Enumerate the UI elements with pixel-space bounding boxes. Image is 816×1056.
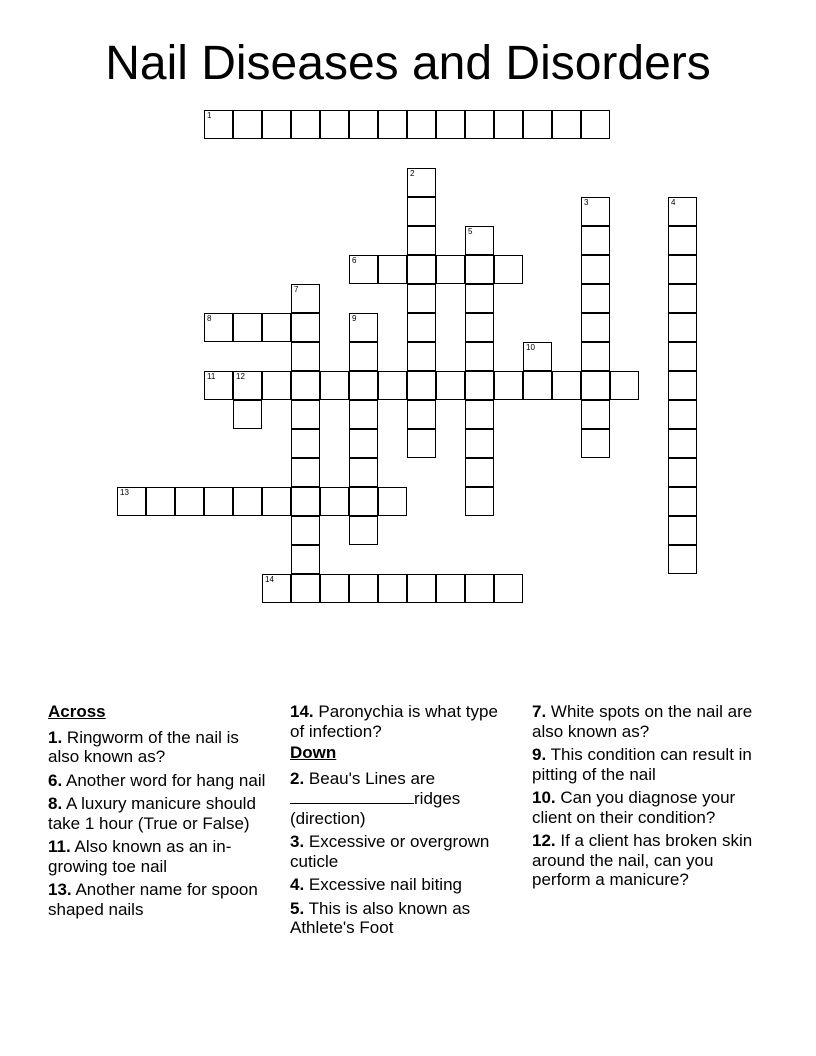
grid-cell[interactable]	[291, 284, 320, 313]
grid-cell[interactable]	[320, 371, 349, 400]
grid-cell[interactable]	[407, 342, 436, 371]
clue-down-9	[532, 745, 764, 784]
grid-cell[interactable]	[291, 110, 320, 139]
grid-cell[interactable]	[581, 197, 610, 226]
grid-cell[interactable]	[465, 429, 494, 458]
cell-number: 4	[671, 198, 676, 207]
clue-text: Paronychia is what type of infection?	[290, 702, 498, 741]
clue-across-8	[48, 794, 273, 833]
grid-cell[interactable]	[465, 487, 494, 516]
grid-cell[interactable]	[436, 110, 465, 139]
grid-cell[interactable]	[291, 429, 320, 458]
clue-text: This is also known as Athlete's Foot	[290, 898, 471, 937]
grid-cell[interactable]	[494, 371, 523, 400]
grid-cell[interactable]	[465, 255, 494, 284]
grid-cell[interactable]	[407, 574, 436, 603]
clue-number: 5.	[290, 898, 305, 918]
grid-cell[interactable]	[523, 110, 552, 139]
clue-text: Also known as an in-growing toe nail	[48, 837, 232, 876]
grid-cell[interactable]	[378, 574, 407, 603]
grid-cell[interactable]	[465, 400, 494, 429]
grid-cell[interactable]	[349, 487, 378, 516]
page-title: Nail Diseases and Disorders	[105, 37, 711, 90]
grid-cell[interactable]	[668, 516, 697, 545]
clue-down-5	[290, 899, 515, 938]
grid-cell[interactable]	[233, 313, 262, 342]
grid-cell[interactable]	[581, 255, 610, 284]
grid-cell[interactable]	[668, 342, 697, 371]
clue-down-3	[290, 832, 515, 871]
grid-cell[interactable]	[465, 342, 494, 371]
grid-cell[interactable]	[204, 487, 233, 516]
grid-cell[interactable]	[262, 110, 291, 139]
grid-cell[interactable]	[581, 371, 610, 400]
clue-text: Beau's Lines are	[308, 768, 436, 788]
grid-cell[interactable]	[378, 255, 407, 284]
grid-cell[interactable]	[349, 110, 378, 139]
clue-across-11	[48, 837, 273, 876]
grid-cell[interactable]	[175, 487, 204, 516]
grid-cell[interactable]	[436, 574, 465, 603]
grid-cell[interactable]	[407, 284, 436, 313]
grid-cell[interactable]	[552, 110, 581, 139]
grid-cell[interactable]	[291, 545, 320, 574]
clue-down-7	[532, 702, 764, 741]
grid-cell[interactable]	[465, 574, 494, 603]
clue-number: 9.	[532, 745, 547, 764]
cell-number: 10	[526, 343, 535, 352]
grid-cell[interactable]	[523, 371, 552, 400]
clue-across-1	[48, 728, 273, 767]
clue-number: 13.	[48, 880, 72, 899]
grid-cell[interactable]	[465, 110, 494, 139]
clue-number: 12.	[532, 831, 556, 850]
grid-cell[interactable]	[378, 110, 407, 139]
grid-cell[interactable]	[407, 400, 436, 429]
cell-number: 5	[468, 227, 473, 236]
grid-cell[interactable]	[349, 574, 378, 603]
grid-cell[interactable]	[349, 255, 378, 284]
grid-cell[interactable]	[349, 400, 378, 429]
grid-cell[interactable]	[204, 371, 233, 400]
clue-text: Ringworm of the nail is also known as?	[48, 727, 239, 766]
grid-cell[interactable]	[378, 371, 407, 400]
clue-number: 4.	[290, 875, 305, 894]
grid-cell[interactable]	[349, 342, 378, 371]
clue-text: Another name for spoon shaped nails	[48, 880, 258, 919]
clues-column-1	[48, 702, 273, 923]
grid-cell[interactable]	[668, 313, 697, 342]
cell-number: 13	[120, 488, 129, 497]
grid-cell[interactable]	[668, 371, 697, 400]
answer-blank	[290, 788, 414, 804]
grid-cell[interactable]	[407, 197, 436, 226]
clue-across-6	[48, 771, 273, 791]
cell-number: 6	[352, 256, 357, 265]
grid-cell[interactable]	[233, 371, 262, 400]
clue-text: This condition can result in pitting of the nail	[532, 745, 752, 784]
grid-cell[interactable]	[291, 574, 320, 603]
grid-cell[interactable]	[465, 284, 494, 313]
grid-cell[interactable]	[291, 487, 320, 516]
grid-cell[interactable]	[436, 255, 465, 284]
cell-number: 1	[207, 111, 212, 120]
cell-number: 11	[207, 372, 216, 381]
grid-cell[interactable]	[494, 110, 523, 139]
grid-cell[interactable]	[610, 371, 639, 400]
grid-cell[interactable]	[494, 255, 523, 284]
grid-cell[interactable]	[668, 197, 697, 226]
grid-cell[interactable]	[407, 168, 436, 197]
cell-number: 9	[352, 314, 357, 323]
grid-cell[interactable]	[668, 400, 697, 429]
grid-cell[interactable]	[349, 371, 378, 400]
grid-cell[interactable]	[407, 226, 436, 255]
grid-cell[interactable]	[320, 487, 349, 516]
grid-cell[interactable]	[291, 400, 320, 429]
grid-cell[interactable]	[291, 342, 320, 371]
cell-number: 2	[410, 169, 415, 178]
clue-number: 2.	[290, 768, 305, 788]
grid-cell[interactable]	[291, 371, 320, 400]
grid-cell[interactable]	[262, 371, 291, 400]
grid-cell[interactable]	[668, 284, 697, 313]
grid-cell[interactable]	[378, 487, 407, 516]
cell-number: 14	[265, 575, 274, 584]
grid-cell[interactable]	[581, 226, 610, 255]
grid-cell[interactable]	[581, 313, 610, 342]
grid-cell[interactable]	[465, 458, 494, 487]
grid-cell[interactable]	[668, 487, 697, 516]
grid-cell[interactable]	[552, 371, 581, 400]
grid-cell[interactable]	[262, 487, 291, 516]
clue-number: 8.	[48, 794, 63, 813]
grid-cell[interactable]	[465, 226, 494, 255]
clue-text: ridges (direction)	[290, 789, 461, 828]
grid-cell[interactable]	[291, 458, 320, 487]
grid-cell[interactable]	[407, 110, 436, 139]
cell-number: 7	[294, 285, 299, 294]
clue-text: Can you diagnose your client on their condition?	[532, 788, 736, 827]
clues-column-3	[532, 702, 764, 894]
clue-down-10	[532, 788, 764, 827]
grid-cell[interactable]	[436, 371, 465, 400]
grid-cell[interactable]	[668, 429, 697, 458]
cell-number: 3	[584, 198, 589, 207]
grid-cell[interactable]	[291, 516, 320, 545]
grid-cell[interactable]	[407, 429, 436, 458]
grid-cell[interactable]	[117, 487, 146, 516]
grid-cell[interactable]	[146, 487, 175, 516]
grid-cell[interactable]	[523, 342, 552, 371]
grid-cell[interactable]	[349, 313, 378, 342]
grid-cell[interactable]	[668, 458, 697, 487]
grid-cell[interactable]	[233, 487, 262, 516]
clue-text: White spots on the nail are also known as?	[532, 702, 753, 741]
grid-cell[interactable]	[407, 371, 436, 400]
grid-cell[interactable]	[581, 400, 610, 429]
grid-cell[interactable]	[320, 574, 349, 603]
clue-text: A luxury manicure should take 1 hour (True or False)	[48, 794, 256, 833]
clue-down-4	[290, 875, 515, 895]
clue-across-13	[48, 880, 273, 919]
grid-cell[interactable]	[233, 400, 262, 429]
grid-cell[interactable]	[407, 255, 436, 284]
grid-cell[interactable]	[668, 545, 697, 574]
grid-cell[interactable]	[349, 458, 378, 487]
grid-cell[interactable]	[262, 313, 291, 342]
grid-cell[interactable]	[581, 284, 610, 313]
clue-number: 3.	[290, 832, 305, 851]
clue-down-2	[290, 769, 515, 829]
clue-text: If a client has broken skin around the nail, can you perform a manicure?	[532, 831, 753, 889]
clue-text: Excessive or overgrown cuticle	[290, 832, 490, 871]
clue-number: 7.	[532, 702, 547, 721]
grid-cell[interactable]	[465, 313, 494, 342]
clue-down-12	[532, 831, 764, 890]
grid-cell[interactable]	[204, 313, 233, 342]
clue-number: 1.	[48, 727, 63, 747]
cell-number: 8	[207, 314, 212, 323]
clue-number: 6.	[48, 770, 63, 790]
grid-cell[interactable]	[291, 313, 320, 342]
across-heading: Across	[48, 702, 106, 721]
clue-text: Excessive nail biting	[308, 875, 462, 894]
grid-cell[interactable]	[349, 429, 378, 458]
grid-cell[interactable]	[320, 110, 349, 139]
down-heading: Down	[290, 743, 337, 762]
grid-cell[interactable]	[581, 110, 610, 139]
grid-cell[interactable]	[262, 574, 291, 603]
clue-number: 10.	[532, 788, 556, 807]
grid-cell[interactable]	[204, 110, 233, 139]
clue-across-14	[290, 702, 515, 741]
grid-cell[interactable]	[581, 342, 610, 371]
cell-number: 12	[236, 372, 245, 381]
grid-cell[interactable]	[668, 255, 697, 284]
clue-number: 14.	[290, 702, 314, 721]
clue-number: 11.	[48, 837, 71, 856]
grid-cell[interactable]	[668, 226, 697, 255]
clues-column-2	[290, 702, 515, 942]
grid-cell[interactable]	[465, 371, 494, 400]
grid-cell[interactable]	[494, 574, 523, 603]
clue-text: Another word for hang nail	[65, 770, 266, 790]
grid-cell[interactable]	[407, 313, 436, 342]
grid-cell[interactable]	[581, 429, 610, 458]
grid-cell[interactable]	[349, 516, 378, 545]
grid-cell[interactable]	[233, 110, 262, 139]
